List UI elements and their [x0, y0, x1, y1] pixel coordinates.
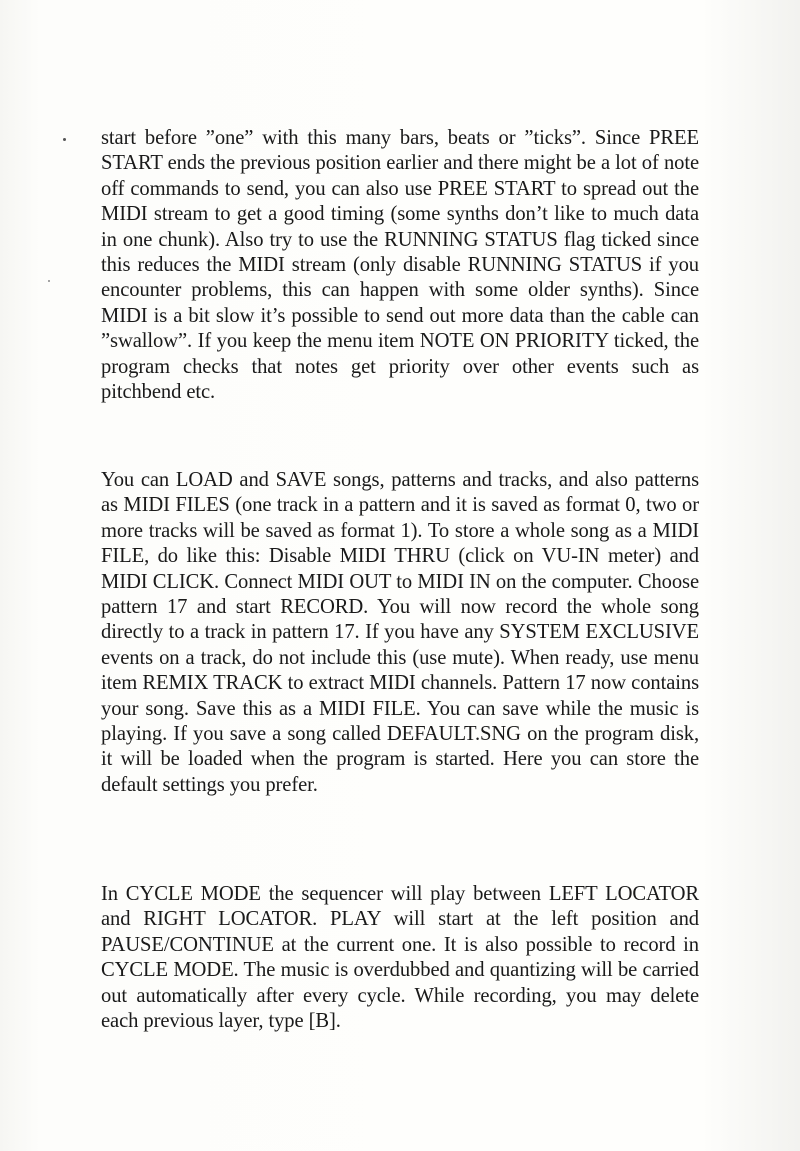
paragraph-pree-start: start before ”one” with this many bars, beats or ”ticks”. Since PREE START ends the previous position earlier and there might be a lot of note off commands to send, you can also use PREE START to spread out the MIDI stream to get a good timing (some synths don’t like to much data in one chunk). Also try to use the RUNNING STATUS flag ticked since this reduces the MIDI stream (only disable RUNNING STATUS if you encounter problems, this can happen with some older synths). Since MIDI is a bit slow it’s possible to send out more data than the cable can ”swallow”. If you keep the menu item NOTE ON PRIORITY ticked, the program checks that notes get priority over other events such as pitchbend etc.: [101, 127, 699, 404]
paper-speck: [48, 280, 50, 282]
paragraph-load-save: You can LOAD and SAVE songs, patterns and tracks, and also patterns as MIDI FILES (one track in a pattern and it is saved as format 0, two or more tracks will be saved as format 1). To store a whole song as a MIDI FILE, do like this: Disable MIDI THRU (click on VU-IN meter) and MIDI CLICK. Connect MIDI OUT to MIDI IN on the computer. Choose pattern 17 and start RECORD. You will now record the whole song directly to a track in pattern 17. If you have any SYSTEM EXCLUSIVE events on a track, do not include this (use mute). When ready, use menu item REMIX TRACK to extract MIDI channels. Pattern 17 now contains your song. Save this as a MIDI FILE. You can save while the music is playing. If you save a song called DEFAULT.SNG on the program disk, it will be loaded when the program is started. Here you can store the default settings you prefer.: [101, 469, 699, 796]
paragraph-cycle-mode: In CYCLE MODE the sequencer will play between LEFT LOCATOR and RIGHT LOCATOR. PLAY will start at the left position and PAUSE/CONTINUE at the current one. It is also possible to record in CYCLE MODE. The music is overdubbed and quantizing will be carried out automatically after every cycle. While recording, you may delete each previous layer, type [B].: [101, 883, 699, 1033]
paper-speck: [63, 138, 66, 141]
